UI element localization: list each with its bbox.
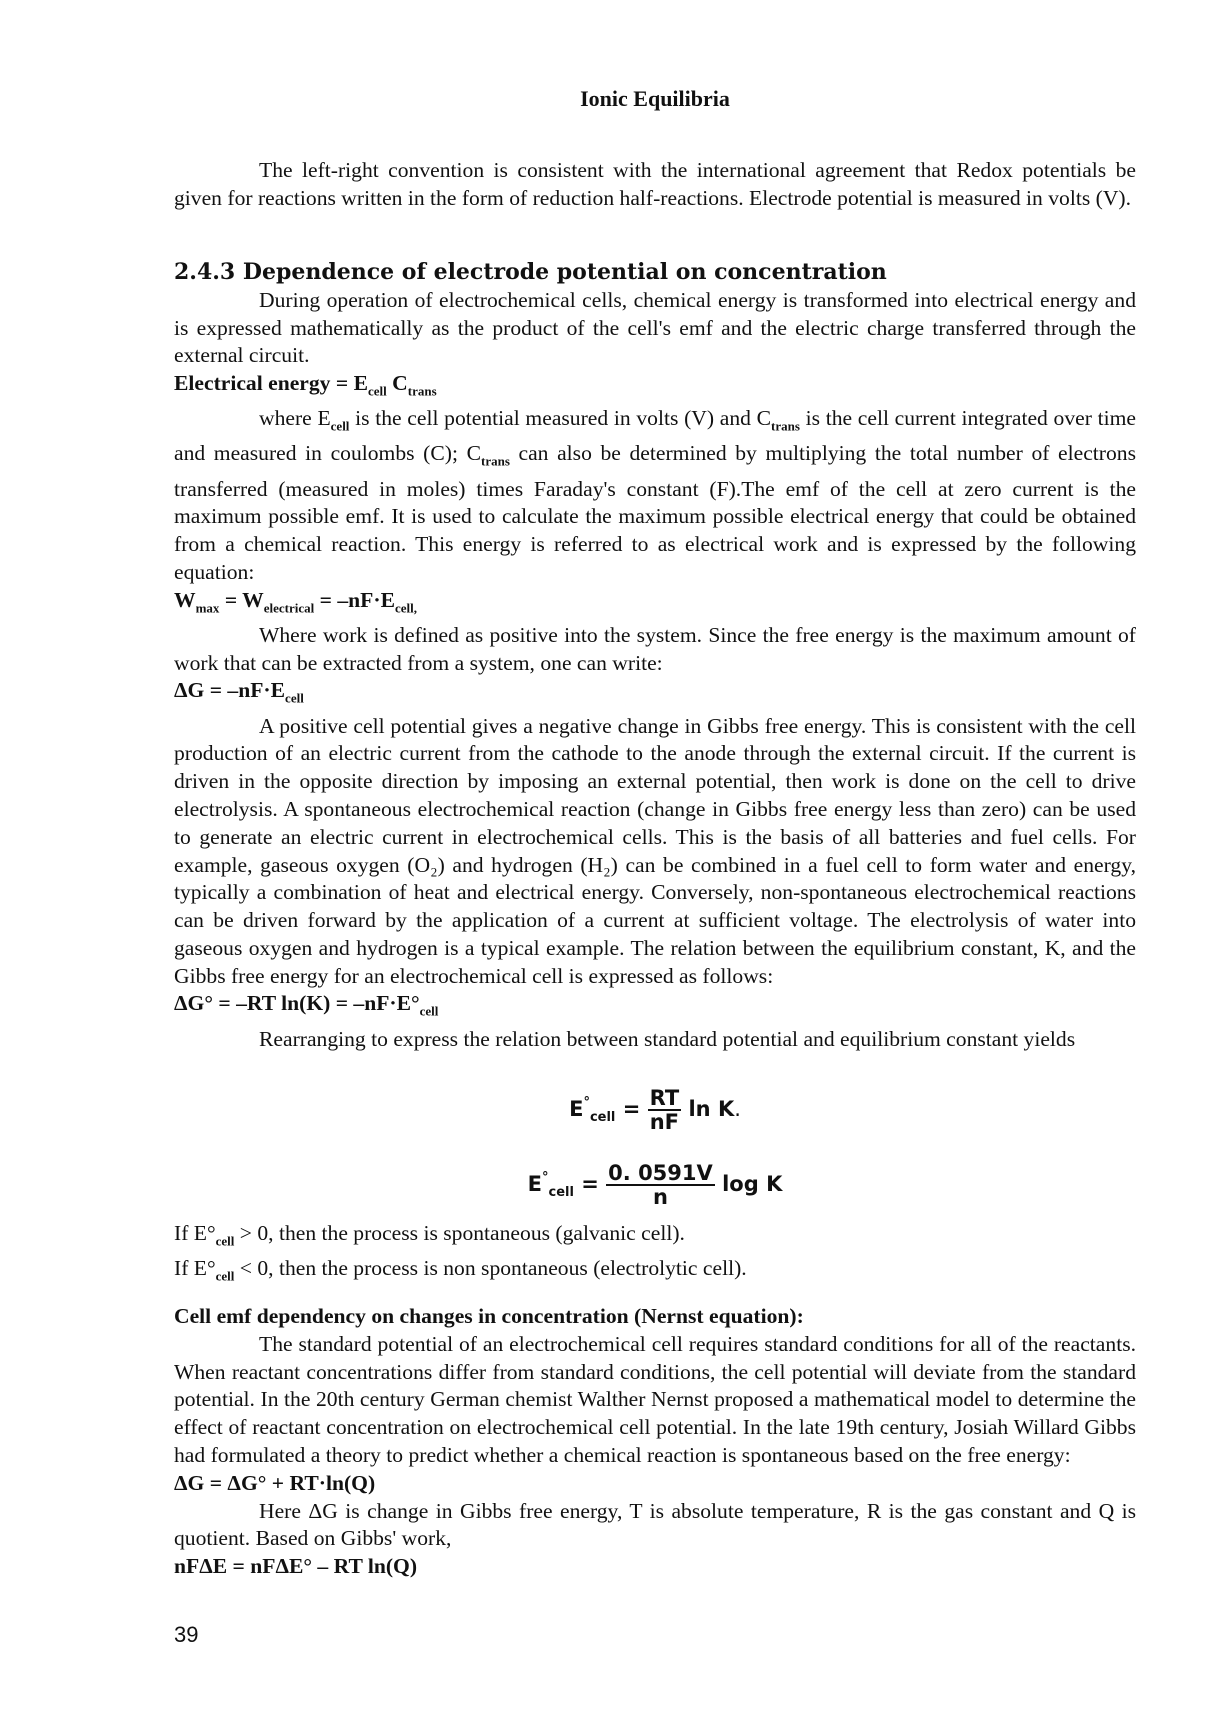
condition-spontaneous: If $E^\circ_{cell} > 0$, then the process is spontaneous (galvanic cell). (174, 1221, 685, 1249)
fraction-rt-nf: $\frac{RT}{nF}$ (649, 1086, 680, 1134)
running-header: Ionic Equilibria (580, 86, 730, 111)
paragraph-3: Where work is defined as positive into the system. Since the free energy is the maximum amount of work that can be extracted from a system, one can write: (174, 622, 1136, 675)
intro-block (174, 157, 1136, 213)
equation-delta-g: $\Delta G = -nF\cdot E_{cell}$ (174, 678, 304, 706)
conditions-block (174, 1220, 1136, 1290)
paragraph-6: The standard potential of an electrochemical cell requires standard conditions for all of the reactants. When reactant concentrations differ from standard conditions, the cell potential will deviate from the standard potential. In the 20th century German chemist Walther Nernst proposed a mathematical model to determine the effect of reactant concentration on electrochemical cell potential. In the late 19th century, Josiah Willard Gibbs had formulated a theory to predict whether a chemical reaction is spontaneous based on the free energy: (174, 1331, 1136, 1467)
equation-delta-g-standard: ΔG° = –RT $\ln(K) = -nF\cdot E^\circ_{cell}$ (174, 991, 439, 1019)
equation-gibbs-q: ΔG = ΔG° + RT·ln(Q) (174, 1470, 376, 1495)
paragraph-7: Here ΔG is change in Gibbs free energy, T is absolute temperature, R is the gas constant and Q is quotient. Based on Gibbs' work, (174, 1498, 1136, 1551)
paragraph-5: Rearranging to express the relation between standard potential and equilibrium constant yields (259, 1026, 1076, 1051)
section-heading: 2.4.3 Dependence of electrode potential on concentration (174, 259, 887, 285)
fraction-0591-n: $\frac{0. 0591V}{n}$ (608, 1161, 713, 1209)
formula-ecell-ln: $E^\circ_{cell}$ = $\frac{RT}{nF}$ ln K. (569, 1086, 741, 1134)
nernst-subheading: Cell emf dependency on changes in concentration (Nernst equation): (174, 1304, 804, 1328)
nernst-section (174, 1303, 1136, 1581)
paragraph-1: During operation of electrochemical cells, chemical energy is transformed into electrical energy and is expressed mathematically as the product of the cell's emf and the electric charge transferred through the external circuit. (174, 287, 1136, 368)
condition-nonspontaneous: If $E^\circ_{cell} < 0$, then the process is non spontaneous (electrolytic cell). (174, 1256, 747, 1284)
intro-paragraph: The left-right convention is consistent with the international agreement that Redox potentials be given for reactions written in the form of reduction half-reactions. Electrode potential is measured in volts (V). (174, 158, 1136, 210)
paragraph-2: where $E_{cell}$ is the cell potential measured in volts (V) and $C_{trans}$ is the cell current integrated over time and measured in coulombs (C); $C_{trans}$ can also be determined by multiplying the total number of electrons transferred (measured in moles) times Faraday's constant (F).The emf of the cell at zero current is the maximum possible emf. It is used to calculate the maximum possible electrical energy that could be obtained from a chemical reaction. This energy is referred to as electrical work and is expressed by the following equation: (174, 406, 1137, 584)
equation-electrical-energy: Electrical energy = $E_{cell}$ $C_{trans}$ (174, 371, 437, 399)
section-body (174, 259, 1136, 1053)
equation-nfde: nFΔE = nFΔE° – RT ln(Q) (174, 1554, 418, 1579)
page-number: 39 (174, 1622, 199, 1647)
formula-ecell-log: $E^\circ_{cell}$ = $\frac{0. 0591V}{n}$ log K (527, 1161, 783, 1209)
equation-wmax: $W_{max} = W_{electrical} = -nF\cdot E_{cell,}$ (174, 587, 417, 616)
paragraph-4: A positive cell potential gives a negative change in Gibbs free energy. This is consistent with the cell production of an electric current from the cathode to the anode through the external circuit. If the current is driven in the opposite direction by imposing an external potential, then work is done on the cell to drive electrolysis. A spontaneous electrochemical reaction (change in Gibbs free energy less than zero) can be used to generate an electric current in electrochemical cells. This is the basis of all batteries and fuel cells. For example, gaseous oxygen (O₂) and hydrogen (H₂) can be combined in a fuel cell to form water and energy, typically a combination of heat and electrical energy. Conversely, non-spontaneous electrochemical reactions can be driven forward by the application of a current at sufficient voltage. The electrolysis of water into gaseous oxygen and hydrogen is a typical example. The relation between the equilibrium constant, K, and the Gibbs free energy for an electrochemical cell is expressed as follows: (174, 713, 1136, 988)
